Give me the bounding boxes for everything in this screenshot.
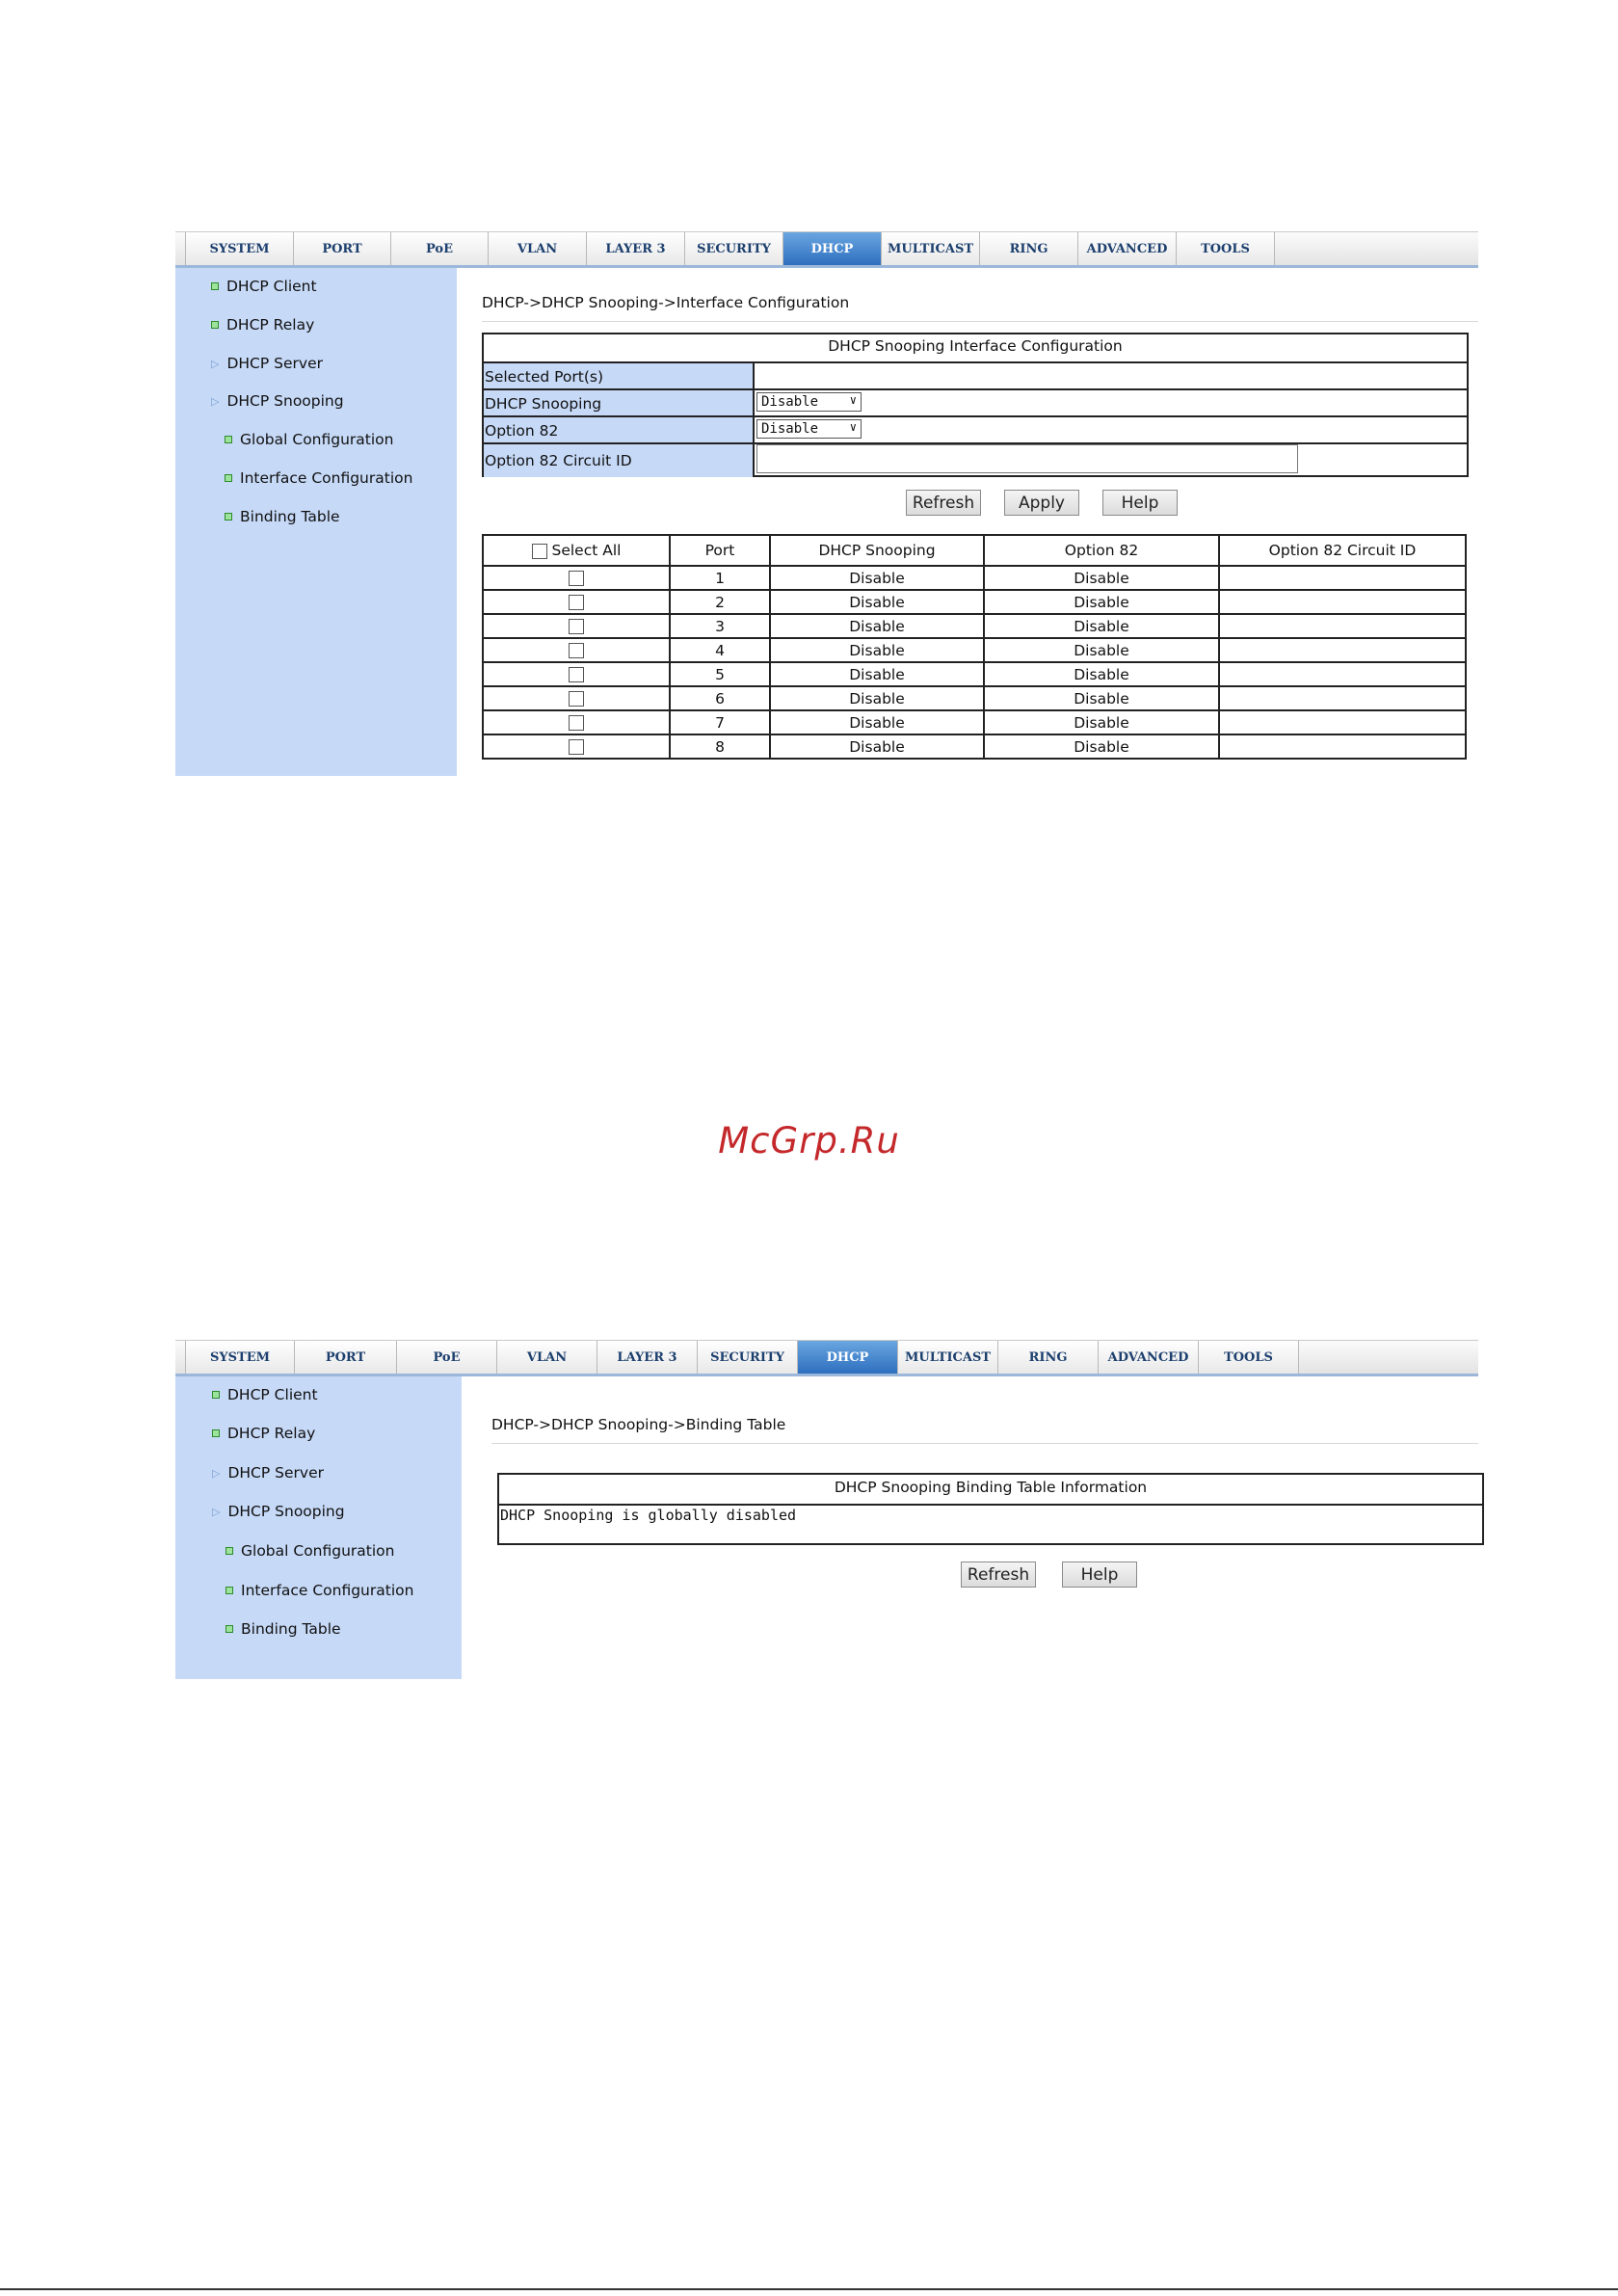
sidebar-item-label: Global Configuration [240, 431, 394, 448]
sidebar-item-dhcp-snooping[interactable] [212, 1503, 345, 1520]
circuit-id-cell [1219, 662, 1466, 686]
sidebar-item-binding-table[interactable] [225, 508, 340, 525]
circuit-id-cell [1219, 614, 1466, 638]
tab-ring[interactable]: RING [980, 232, 1078, 265]
tab-dhcp[interactable]: DHCP [798, 1341, 898, 1374]
row-select-cell [483, 710, 670, 734]
sidebar-item-label: Global Configuration [241, 1542, 395, 1560]
sidebar [175, 268, 457, 776]
watermark: McGrp.Ru [718, 1120, 900, 1161]
circuit-id-header: Option 82 Circuit ID [1219, 535, 1466, 566]
dhcp-snooping-row [484, 388, 1467, 417]
table-row [483, 614, 1466, 638]
sidebar-item-dhcp-server[interactable] [211, 355, 323, 372]
sidebar-item-label: DHCP Server [226, 355, 323, 372]
dhcp-snooping-selected-value: Disable [761, 394, 819, 410]
bullet-icon [225, 474, 232, 482]
table-row [483, 686, 1466, 710]
row-checkbox[interactable] [569, 739, 584, 755]
help-button[interactable]: Help [1102, 490, 1178, 516]
tab-vlan[interactable]: VLAN [497, 1341, 597, 1374]
sidebar-item-label: DHCP Snooping [226, 392, 344, 410]
port-cell: 3 [670, 614, 770, 638]
select-all-checkbox[interactable] [532, 544, 547, 559]
row-select-cell [483, 734, 670, 759]
row-checkbox[interactable] [569, 643, 584, 658]
row-select-cell [483, 662, 670, 686]
bullet-icon [225, 1587, 233, 1594]
circuit-id-cell [1219, 566, 1466, 590]
circuit-id-cell [1219, 638, 1466, 662]
snooping-cell: Disable [770, 686, 984, 710]
chevron-right-icon: ▷ [212, 1466, 221, 1480]
port-cell: 1 [670, 566, 770, 590]
tab-advanced[interactable]: ADVANCED [1099, 1341, 1199, 1374]
tab-poe[interactable]: PoE [397, 1341, 497, 1374]
table-row [483, 590, 1466, 614]
table-row [483, 662, 1466, 686]
option82-select[interactable] [756, 419, 862, 439]
sidebar-item-dhcp-relay[interactable] [212, 1425, 315, 1442]
option82-cell: Disable [984, 614, 1219, 638]
bullet-icon [225, 1625, 233, 1633]
tab-advanced[interactable]: ADVANCED [1078, 232, 1177, 265]
sidebar-item-label: DHCP Server [227, 1464, 324, 1482]
snooping-cell: Disable [770, 638, 984, 662]
port-cell: 2 [670, 590, 770, 614]
tab-system[interactable]: SYSTEM [186, 232, 294, 265]
option82-cell: Disable [984, 662, 1219, 686]
chevron-right-icon: ▷ [211, 357, 220, 370]
sidebar [175, 1376, 462, 1679]
top-tab-bar [175, 231, 1478, 268]
select-all-label: Select All [551, 542, 622, 559]
sidebar-item-dhcp-server[interactable] [212, 1464, 324, 1482]
breadcrumb: DHCP->DHCP Snooping->Interface Configuration [482, 294, 850, 311]
tab-port[interactable]: PORT [294, 232, 391, 265]
circuit-id-input[interactable] [756, 444, 1298, 473]
chevron-down-icon: ∨ [849, 420, 857, 434]
refresh-button[interactable]: Refresh [906, 490, 981, 516]
bullet-icon [225, 1547, 233, 1555]
snooping-cell: Disable [770, 734, 984, 759]
dhcp-snooping-select[interactable] [756, 392, 862, 412]
bullet-icon [225, 436, 232, 443]
tab-port[interactable]: PORT [295, 1341, 397, 1374]
chevron-right-icon: ▷ [212, 1505, 221, 1518]
port-cell: 4 [670, 638, 770, 662]
table-row [483, 734, 1466, 759]
circuit-id-cell [1219, 590, 1466, 614]
row-checkbox[interactable] [569, 715, 584, 731]
bullet-icon [212, 1429, 220, 1437]
tab-system[interactable]: SYSTEM [186, 1341, 295, 1374]
tab-bar-left-edge [175, 232, 186, 265]
port-table [482, 534, 1467, 760]
sidebar-item-dhcp-relay[interactable] [211, 316, 314, 334]
snooping-cell: Disable [770, 566, 984, 590]
option82-cell: Disable [984, 566, 1219, 590]
tab-vlan[interactable]: VLAN [489, 232, 587, 265]
circuit-id-label: Option 82 Circuit ID [484, 444, 755, 477]
port-header: Port [670, 535, 770, 566]
tab-security[interactable]: SECURITY [685, 232, 783, 265]
message-row [499, 1504, 1482, 1543]
port-cell: 8 [670, 734, 770, 759]
sidebar-item-dhcp-client[interactable] [211, 278, 317, 295]
page-footer-rule [0, 2288, 1618, 2290]
selected-ports-row [484, 361, 1467, 390]
interface-config-form [482, 333, 1469, 477]
option82-cell: Disable [984, 590, 1219, 614]
sidebar-item-dhcp-client[interactable] [212, 1386, 318, 1403]
sidebar-item-global-configuration[interactable] [225, 1542, 395, 1560]
bullet-icon [225, 513, 232, 521]
selected-ports-label: Selected Port(s) [484, 363, 755, 390]
row-checkbox[interactable] [569, 667, 584, 682]
sidebar-item-label: DHCP Snooping [227, 1503, 345, 1520]
tab-dhcp[interactable]: DHCP [783, 232, 882, 265]
option82-selected-value: Disable [761, 421, 819, 437]
circuit-id-row [484, 442, 1467, 477]
circuit-id-cell [1219, 686, 1466, 710]
snooping-cell: Disable [770, 614, 984, 638]
divider [482, 321, 1478, 322]
row-checkbox[interactable] [569, 595, 584, 610]
bullet-icon [211, 321, 219, 329]
option82-label: Option 82 [484, 417, 755, 444]
snooping-cell: Disable [770, 710, 984, 734]
sidebar-item-binding-table[interactable] [225, 1620, 341, 1638]
row-checkbox[interactable] [569, 691, 584, 707]
option82-header: Option 82 [984, 535, 1219, 566]
option82-row [484, 415, 1467, 444]
divider [491, 1443, 1478, 1444]
tab-tools[interactable]: TOOLS [1199, 1341, 1299, 1374]
breadcrumb: DHCP->DHCP Snooping->Binding Table [491, 1416, 786, 1433]
bullet-icon [211, 282, 219, 290]
binding-table-screenshot [175, 1340, 1478, 1679]
sidebar-item-interface-configuration[interactable] [225, 469, 412, 487]
option82-cell: Disable [984, 734, 1219, 759]
tab-multicast[interactable]: MULTICAST [882, 232, 980, 265]
circuit-id-cell [1219, 710, 1466, 734]
chevron-down-icon: ∨ [849, 393, 857, 407]
tab-layer3[interactable]: LAYER 3 [597, 1341, 698, 1374]
row-select-cell [483, 590, 670, 614]
tab-bar-left-edge [175, 1341, 186, 1374]
sidebar-item-interface-configuration[interactable] [225, 1582, 413, 1599]
row-checkbox[interactable] [569, 571, 584, 586]
snooping-cell: Disable [770, 662, 984, 686]
top-tab-bar [175, 1340, 1478, 1376]
row-select-cell [483, 638, 670, 662]
status-message: DHCP Snooping is globally disabled [500, 1507, 797, 1524]
row-select-cell [483, 614, 670, 638]
table-row [483, 566, 1466, 590]
tab-security[interactable]: SECURITY [698, 1341, 798, 1374]
chevron-right-icon: ▷ [211, 394, 220, 408]
sidebar-item-label: Interface Configuration [241, 1582, 414, 1599]
row-select-cell [483, 566, 670, 590]
box-title: DHCP Snooping Binding Table Information [834, 1479, 1148, 1496]
port-cell: 6 [670, 686, 770, 710]
sidebar-item-label: DHCP Client [227, 1386, 318, 1403]
row-checkbox[interactable] [569, 619, 584, 634]
apply-button[interactable]: Apply [1004, 490, 1079, 516]
table-header-row [483, 535, 1466, 566]
select-all-header [483, 535, 670, 566]
sidebar-item-label: Binding Table [241, 1620, 341, 1638]
row-select-cell [483, 686, 670, 710]
tab-multicast[interactable]: MULTICAST [898, 1341, 998, 1374]
option82-cell: Disable [984, 710, 1219, 734]
sidebar-item-label: DHCP Client [226, 278, 317, 295]
sidebar-item-label: Interface Configuration [240, 469, 413, 487]
tab-layer3[interactable]: LAYER 3 [587, 232, 685, 265]
option82-cell: Disable [984, 686, 1219, 710]
port-cell: 5 [670, 662, 770, 686]
tab-poe[interactable]: PoE [391, 232, 489, 265]
circuit-id-cell [1219, 734, 1466, 759]
help-button[interactable]: Help [1062, 1562, 1137, 1588]
refresh-button[interactable]: Refresh [961, 1562, 1036, 1588]
sidebar-item-label: Binding Table [240, 508, 340, 525]
table-row [483, 638, 1466, 662]
sidebar-item-label: DHCP Relay [226, 316, 315, 334]
sidebar-item-global-configuration[interactable] [225, 431, 394, 448]
port-cell: 7 [670, 710, 770, 734]
tab-tools[interactable]: TOOLS [1177, 232, 1275, 265]
option82-cell: Disable [984, 638, 1219, 662]
bullet-icon [212, 1391, 220, 1399]
form-title: DHCP Snooping Interface Configuration [828, 337, 1123, 355]
dhcp-snooping-header: DHCP Snooping [770, 535, 984, 566]
sidebar-item-dhcp-snooping[interactable] [211, 392, 344, 410]
tab-ring[interactable]: RING [998, 1341, 1099, 1374]
dhcp-snooping-label: DHCP Snooping [484, 390, 755, 417]
table-row [483, 710, 1466, 734]
binding-table-box [497, 1473, 1484, 1545]
interface-config-screenshot [175, 231, 1478, 776]
sidebar-item-label: DHCP Relay [227, 1425, 316, 1442]
snooping-cell: Disable [770, 590, 984, 614]
